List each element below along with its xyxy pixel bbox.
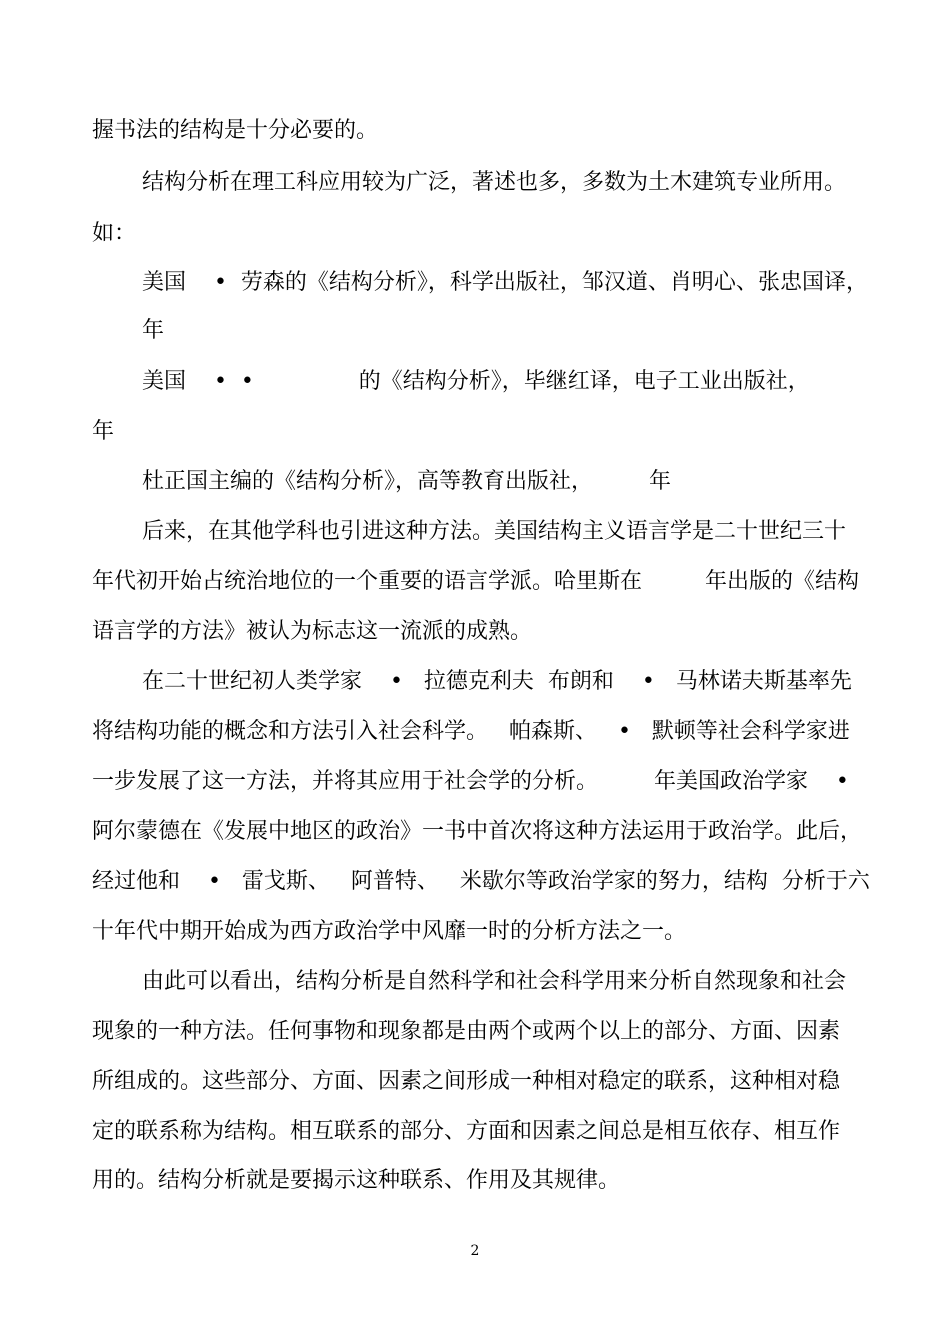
text-line-8: 杜正国主编的《结构分析》，高等教育出版社， 年 — [142, 469, 671, 494]
text-line-4: 美国 • 劳森的《结构分析》，科学出版社，邹汉道、肖明心、张忠国译， — [142, 270, 868, 295]
text-line-17: 十年代中期开始成为西方政治学中风靡一时的分析方法之一。 — [92, 919, 687, 944]
text-line-20: 所组成的。这些部分、方面、因素之间形成一种相对稳定的联系，这种相对稳 — [92, 1069, 841, 1094]
text-line-2: 结构分析在理工科应用较为广泛，著述也多，多数为土木建筑专业所用。 — [142, 170, 847, 195]
text-line-5: 年 — [142, 318, 165, 343]
text-line-15: 阿尔蒙德在《发展中地区的政治》一书中首次将这种方法运用于政治学。此后， — [92, 819, 863, 844]
text-line-3: 如： — [92, 221, 137, 246]
text-line-7: 年 — [92, 419, 115, 444]
text-line-6: 美国 • • 的《结构分析》，毕继红译，电子工业出版社， — [142, 369, 810, 394]
text-line-22: 用的。结构分析就是要揭示这种联系、作用及其规律。 — [92, 1168, 621, 1193]
text-line-19: 现象的一种方法。任何事物和现象都是由两个或两个以上的部分、方面、因素 — [92, 1019, 841, 1044]
text-line-11: 语言学的方法》被认为标志这一流派的成熟。 — [92, 619, 533, 644]
page-number: 2 — [470, 1243, 480, 1259]
text-line-21: 定的联系称为结构。相互联系的部分、方面和因素之间总是相互依存、相互作 — [92, 1119, 841, 1144]
text-line-14: 一步发展了这一方法，并将其应用于社会学的分析。 年美国政治学家 • — [92, 769, 849, 794]
text-line-1: 握书法的结构是十分必要的。 — [92, 118, 379, 143]
text-line-9: 后来，在其他学科也引进这种方法。美国结构主义语言学是二十世纪三十 — [142, 519, 847, 544]
text-line-16: 经过他和 • 雷戈斯、 阿普特、 米歇尔等政治学家的努力，结构 分析于六 — [92, 869, 870, 894]
text-line-18: 由此可以看出，结构分析是自然科学和社会科学用来分析自然现象和社会 — [142, 969, 847, 994]
text-line-13: 将结构功能的概念和方法引入社会科学。 帕森斯、 • 默顿等社会科学家进 — [92, 719, 850, 744]
text-line-10: 年代初开始占统治地位的一个重要的语言学派。哈里斯在 年出版的《结构 — [92, 569, 859, 594]
text-line-12: 在二十世纪初人类学家 • 拉德克利夫 布朗和 • 马林诺夫斯基率先 — [142, 669, 852, 694]
